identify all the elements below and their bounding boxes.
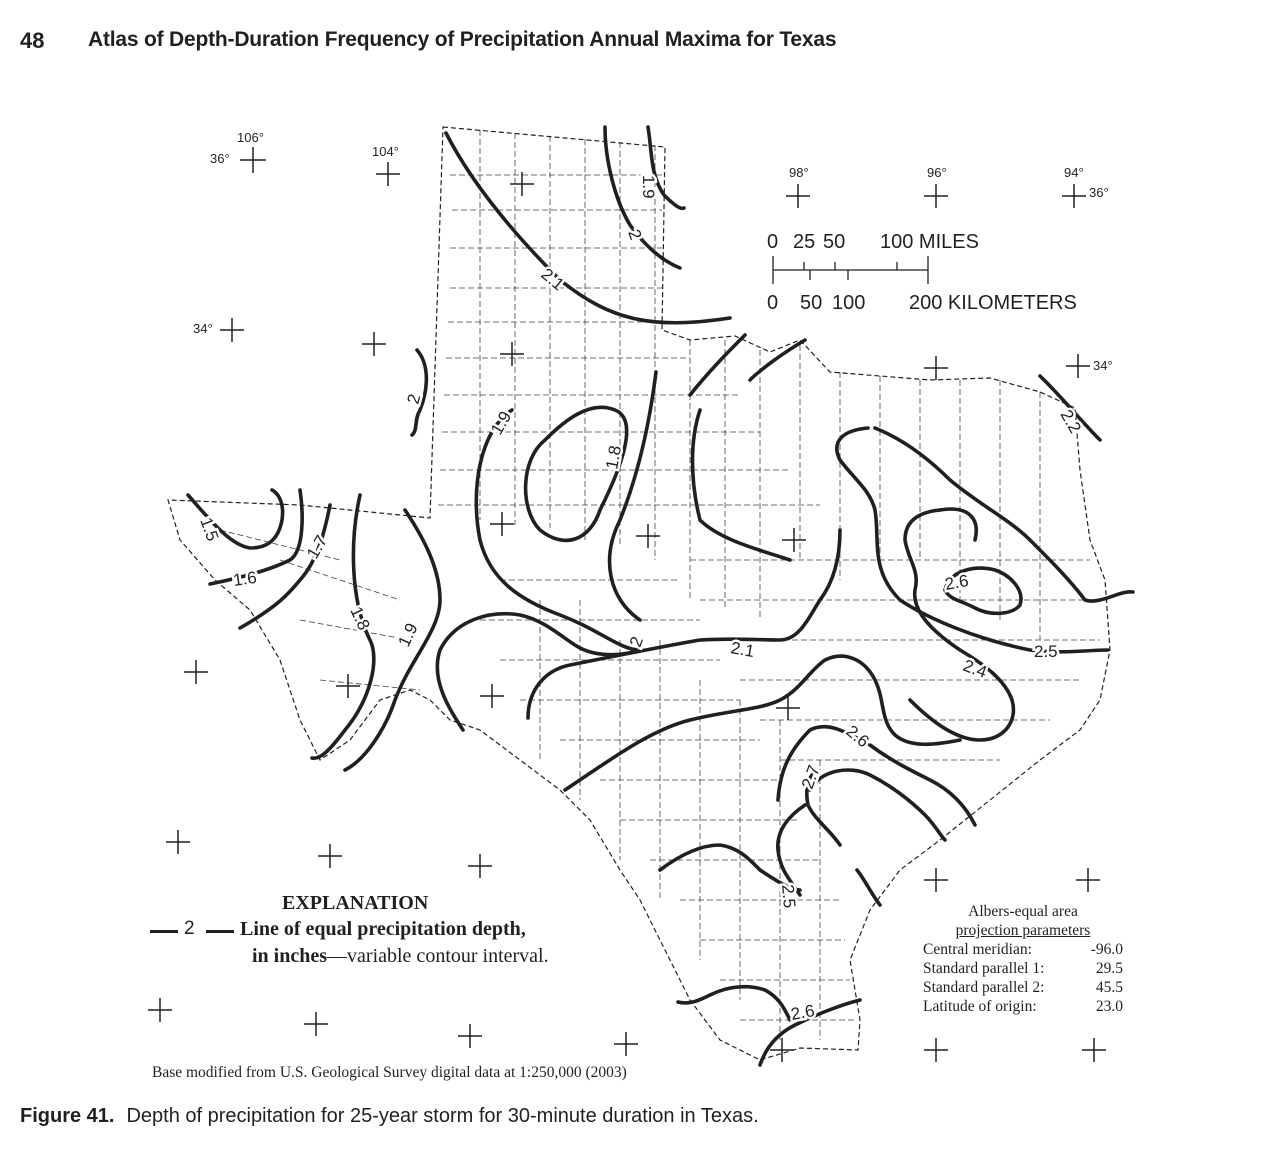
scale-bar — [773, 256, 928, 284]
explanation-title: EXPLANATION — [282, 892, 429, 914]
lon-96-label: 96° — [927, 165, 947, 180]
contour-label: 2.2 — [1056, 406, 1085, 437]
contour-label: 2 — [403, 391, 425, 407]
contour-label: 1.9 — [639, 175, 658, 199]
scale-mi-50: 50 — [823, 231, 846, 253]
lon-104-label: 104° — [372, 144, 399, 159]
projection-row — [923, 940, 1123, 959]
legend-unit-text: in inches — [252, 945, 328, 967]
lon-98-label: 98° — [789, 165, 809, 180]
figure-caption-text: Depth of precipitation for 25-year storm for 30-minute duration in Texas. — [126, 1105, 759, 1127]
lat-36-left-label: 36° — [210, 151, 230, 166]
contour-label: 1.8 — [602, 444, 626, 471]
lat-34-right-label: 34° — [1093, 358, 1113, 373]
projection-parameters — [923, 902, 1123, 1016]
contour-label: 2.6 — [789, 1001, 816, 1024]
contour-label: 2.6 — [842, 721, 873, 752]
lat-36-right-label: 36° — [1089, 185, 1109, 200]
legend-line-left — [150, 930, 178, 933]
running-title: Atlas of Depth-Duration Frequency of Precipitation Annual Maxima for Texas — [88, 28, 837, 51]
projection-row — [923, 978, 1123, 997]
scale-mi-100: 100 MILES — [880, 231, 979, 253]
contour-label: 2 — [624, 226, 646, 243]
legend-interval-text: —variable contour interval. — [327, 945, 549, 967]
contour-label: 1.8 — [346, 603, 374, 634]
projection-row-label: Latitude of origin: — [923, 998, 1037, 1015]
projection-row-label: Standard parallel 1: — [923, 960, 1045, 977]
contour-label: 1.6 — [231, 567, 258, 590]
scale-mi-25: 25 — [793, 231, 816, 253]
projection-row-value: 23.0 — [1095, 998, 1123, 1015]
projection-row-value: 29.5 — [1095, 960, 1123, 977]
scale-km-50: 50 — [800, 292, 823, 314]
scale-km-0: 0 — [767, 292, 779, 314]
contour-label: 1.5 — [196, 514, 223, 544]
projection-row — [923, 997, 1123, 1016]
contour-label: 2 — [625, 633, 647, 650]
contour-label: 2.5 — [1034, 642, 1058, 661]
scale-km-100: 100 — [832, 292, 866, 314]
contour-label: 2.5 — [778, 883, 800, 909]
projection-row-label: Standard parallel 2: — [923, 979, 1045, 996]
contour-label: 2.4 — [960, 655, 990, 682]
scale-mi-0: 0 — [767, 231, 779, 253]
legend-label-line2 — [252, 945, 549, 968]
scale-km-200: 200 KILOMETERS — [909, 292, 1077, 314]
legend-line-right — [206, 930, 234, 933]
lat-34-left-label: 34° — [193, 321, 213, 336]
contour-label: 2.6 — [943, 571, 970, 594]
legend-value: 2 — [184, 918, 195, 939]
contour-label: 2.7 — [797, 762, 824, 792]
figure-label: Figure 41. — [20, 1105, 115, 1127]
projection-subtitle: projection parameters — [955, 922, 1091, 939]
projection-title: Albers-equal area — [968, 903, 1078, 920]
base-source-note: Base modified from U.S. Geological Survey digital data at 1:250,000 (2003) — [152, 1064, 627, 1081]
contour-label: 2.1 — [729, 638, 756, 662]
lon-106-label: 106° — [237, 130, 264, 145]
contour-label: 2.1 — [537, 264, 568, 295]
page-number: 48 — [20, 28, 45, 53]
projection-row-label: Central meridian: — [923, 941, 1032, 958]
figure-caption — [20, 1105, 759, 1128]
legend-label-line1: Line of equal precipitation depth, — [240, 918, 526, 940]
contour-label: 1.9 — [394, 620, 422, 650]
projection-row-value: 45.5 — [1095, 979, 1123, 996]
contour-label: 1.7 — [303, 532, 332, 562]
contour-label: 1.9 — [487, 408, 516, 438]
lon-94-label: 94° — [1064, 165, 1084, 180]
projection-row-value: -96.0 — [1090, 941, 1123, 958]
projection-row — [923, 959, 1123, 978]
